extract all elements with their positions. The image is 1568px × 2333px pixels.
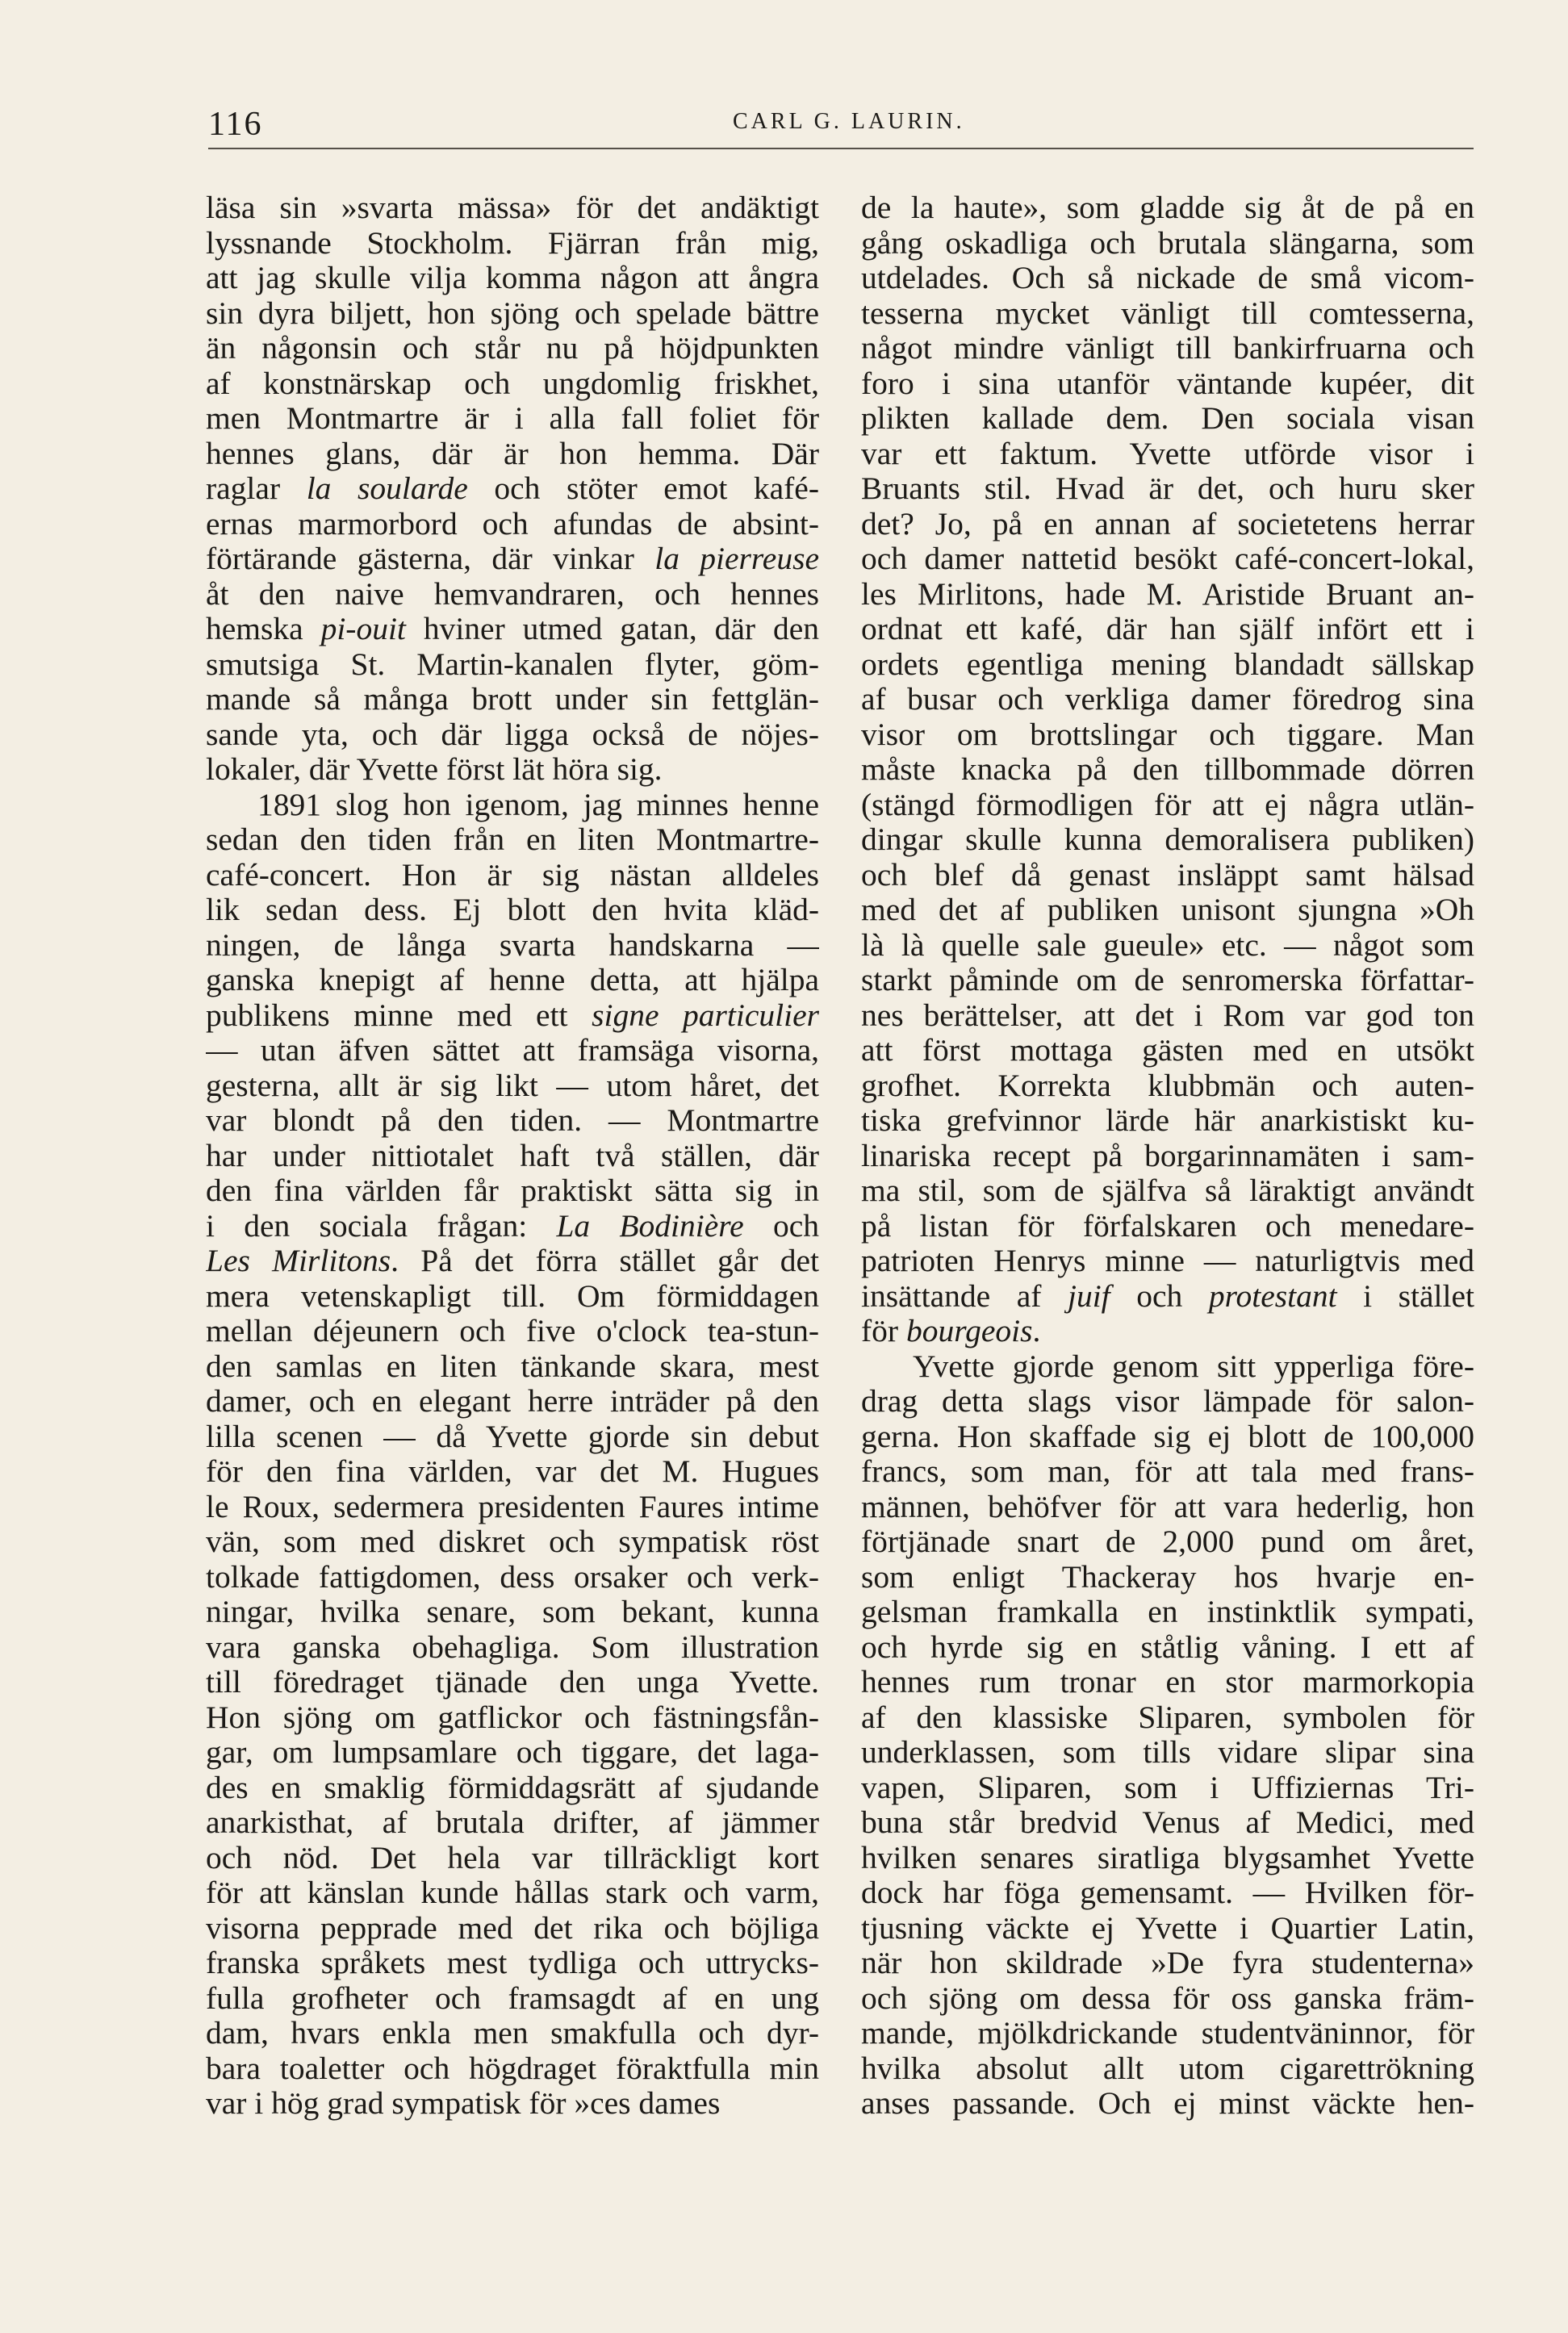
text-segment: lik sedan dess. Ej blott den hvita kläd-	[206, 893, 819, 927]
text-segment: nes berättelser, att det i Rom var god ton	[861, 997, 1474, 1033]
text-segment: plikten kallade dem. Den sociala visan	[861, 401, 1474, 436]
text-line	[206, 1595, 819, 1630]
text-line	[861, 1665, 1474, 1700]
text-line	[206, 190, 819, 226]
text-line	[861, 1560, 1474, 1595]
text-segment: och damer nattetid besökt café-concert-lokal,	[861, 541, 1474, 576]
text-segment: Hon sjöng om gatflickor och fästningsfån-	[206, 1700, 819, 1735]
text-segment: dock har föga gemensamt. — Hvilken för-	[861, 1875, 1474, 1910]
text-segment: vän, som med diskret och sympatisk röst	[206, 1524, 819, 1559]
text-segment: den samlas en liten tänkande skara, mest	[206, 1348, 819, 1384]
text-segment: och stöter emot kafé-	[467, 471, 819, 506]
text-segment: i stället	[1336, 1278, 1474, 1314]
text-line	[206, 541, 819, 577]
right-text-column	[861, 190, 1474, 2122]
text-segment: af den klassiske Sliparen, symbolen för	[861, 1700, 1474, 1735]
text-segment: fulla grofheter och framsagdt af en ung	[206, 1980, 819, 2016]
text-line	[206, 1911, 819, 1946]
text-segment: hennes glans, där är hon hemma. Där	[206, 436, 819, 471]
text-line	[206, 1033, 819, 1068]
text-line	[206, 1946, 819, 1981]
text-line	[206, 1735, 819, 1771]
text-line	[206, 1314, 819, 1349]
text-line	[206, 1279, 819, 1315]
text-line	[861, 893, 1474, 928]
text-segment: när hon skildrade »De fyra studenterna»	[861, 1946, 1474, 1980]
text-segment: — utan äfven sättet att framsäga visorna,	[206, 1033, 819, 1068]
text-line	[206, 928, 819, 964]
text-segment: linariska recept på borgarinnamäten i sam-	[861, 1138, 1474, 1173]
text-segment: på listan för förfalskaren och menedare-	[861, 1208, 1474, 1244]
text-line	[861, 2051, 1474, 2087]
text-segment: gång oskadliga och brutala slängarna, som	[861, 225, 1474, 261]
text-segment: underklassen, som tills vidare slipar sina	[861, 1735, 1474, 1770]
italic-phrase: juif	[1067, 1278, 1110, 1314]
text-line	[206, 1981, 819, 2017]
text-line	[861, 612, 1474, 647]
text-line	[861, 190, 1474, 226]
text-segment: là là quelle sale gueule» etc. — något som	[861, 927, 1474, 963]
text-line	[206, 612, 819, 647]
page-header	[0, 0, 1568, 161]
text-line	[861, 366, 1474, 402]
italic-phrase: la pierreuse	[654, 541, 819, 576]
text-line	[861, 1630, 1474, 1666]
text-line	[861, 1771, 1474, 1806]
text-line	[206, 1875, 819, 1911]
text-segment: visorna pepprade med det rika och böjliga	[206, 1910, 819, 1946]
text-line	[206, 788, 819, 823]
text-segment: var ett faktum. Yvette utförde visor i	[861, 436, 1474, 471]
text-line	[206, 1209, 819, 1244]
text-segment: som enligt Thackeray hos hvarje en-	[861, 1559, 1474, 1595]
text-line	[206, 1630, 819, 1666]
text-line	[206, 893, 819, 928]
text-line	[861, 1033, 1474, 1068]
text-line	[861, 1490, 1474, 1525]
header-rule	[208, 148, 1474, 149]
text-segment: (stängd förmodligen för att ej några utlän-	[861, 787, 1474, 822]
text-segment: ordets egentliga mening blandadt sällskap	[861, 646, 1474, 682]
text-segment: francs, som man, för att tala med frans-	[861, 1454, 1474, 1489]
text-line	[861, 1173, 1474, 1209]
text-line	[861, 928, 1474, 964]
running-head: CARL G. LAURIN.	[733, 109, 965, 134]
text-segment: sin dyra biljett, hon sjöng och spelade bättre	[206, 295, 819, 331]
text-segment: grofhet. Korrekta klubbmän och auten-	[861, 1068, 1474, 1103]
text-line	[861, 1349, 1474, 1385]
text-line	[206, 1068, 819, 1104]
text-line	[861, 261, 1474, 296]
text-segment: tjusning väckte ej Yvette i Quartier Latin,	[861, 1910, 1474, 1946]
text-segment: insättande af	[861, 1278, 1068, 1314]
italic-phrase: pi-ouit	[320, 612, 406, 646]
text-segment: mera vetenskapligt till. Om förmiddagen	[206, 1278, 819, 1314]
text-line	[206, 647, 819, 683]
text-segment: att jag skulle vilja komma någon att ångra	[206, 261, 819, 295]
text-segment: sedan den tiden från en liten Montmartre-	[206, 822, 819, 857]
text-line	[861, 1244, 1474, 1279]
text-segment: lilla scenen — då Yvette gjorde sin debut	[206, 1419, 819, 1454]
text-line	[861, 1875, 1474, 1911]
text-segment: 1891 slog hon igenom, jag minnes henne	[257, 787, 819, 822]
text-line	[206, 752, 819, 788]
text-line	[861, 752, 1474, 788]
text-segment: Bruants stil. Hvad är det, och huru sker	[861, 471, 1474, 506]
text-line	[861, 577, 1474, 613]
text-segment: och	[1110, 1278, 1209, 1314]
text-line	[206, 1173, 819, 1209]
text-line	[206, 1771, 819, 1806]
text-line	[861, 1981, 1474, 2017]
text-segment: dingar skulle kunna demoralisera publiken)	[861, 822, 1474, 857]
text-segment: buna står bredvid Venus af Medici, med	[861, 1805, 1474, 1840]
text-segment: raglar	[206, 471, 307, 506]
text-segment: de la haute», som gladde sig åt de på en	[861, 190, 1474, 225]
text-line	[206, 1524, 819, 1560]
text-segment: och nöd. Det hela var tillräckligt kort	[206, 1840, 819, 1875]
text-line	[861, 226, 1474, 261]
italic-phrase: signe particulier	[592, 997, 819, 1033]
text-line	[861, 1841, 1474, 1876]
text-line	[206, 437, 819, 472]
text-line	[861, 1314, 1474, 1349]
text-line	[861, 998, 1474, 1034]
text-line	[206, 1103, 819, 1139]
text-line	[861, 1805, 1474, 1841]
text-line	[206, 2016, 819, 2051]
text-line	[861, 437, 1474, 472]
text-segment: till föredraget tjänade den unga Yvette.	[206, 1665, 819, 1700]
text-segment: les Mirlitons, hade M. Aristide Bruant an-	[861, 576, 1474, 612]
text-line	[861, 647, 1474, 683]
text-line	[206, 1454, 819, 1490]
text-line	[206, 998, 819, 1034]
text-segment: ganska knepigt af henne detta, att hjälpa	[206, 963, 819, 997]
text-segment: ernas marmorbord och afundas de absint-	[206, 506, 819, 541]
text-line	[206, 401, 819, 437]
text-line	[861, 1068, 1474, 1104]
text-line	[861, 682, 1474, 717]
text-segment: hvilken senares siratliga blygsamhet Yvette	[861, 1840, 1474, 1875]
text-line	[206, 717, 819, 753]
text-line	[206, 1560, 819, 1595]
text-line	[861, 1595, 1474, 1630]
text-segment: i den sociala frågan:	[206, 1208, 557, 1244]
text-segment: gerna. Hon skaffade sig ej blott de 100,000	[861, 1419, 1474, 1454]
text-line	[861, 1735, 1474, 1771]
italic-phrase: Les Mirlitons	[206, 1244, 391, 1278]
text-line	[206, 507, 819, 542]
left-text-column	[206, 190, 819, 2122]
text-line	[861, 1419, 1474, 1455]
text-line	[861, 2086, 1474, 2122]
text-segment: männen, behöfver för att vara hederlig, hon	[861, 1489, 1474, 1524]
text-line	[206, 471, 819, 507]
text-segment: vara ganska obehagliga. Som illustration	[206, 1629, 819, 1665]
text-segment: café-concert. Hon är sig nästan alldeles	[206, 857, 819, 893]
text-line	[206, 1139, 819, 1174]
text-segment: publikens minne med ett	[206, 997, 592, 1033]
text-segment: något mindre vänligt till bankirfruarna och	[861, 331, 1474, 366]
text-line	[206, 1419, 819, 1455]
text-segment: var i hög grad sympatisk för »ces dames	[206, 2086, 721, 2121]
text-line	[861, 471, 1474, 507]
text-line	[206, 822, 819, 858]
text-line	[206, 261, 819, 296]
text-segment: af konstnärskap och ungdomlig friskhet,	[206, 366, 819, 401]
text-segment: gelsman framkalla en instinktlik sympati,	[861, 1595, 1474, 1629]
text-segment: af busar och verkliga damer föredrog sina	[861, 682, 1474, 717]
text-segment: .	[1032, 1314, 1041, 1348]
text-line	[206, 331, 819, 366]
text-segment: mellan déjeunern och five o'clock tea-stun-	[206, 1314, 819, 1348]
text-segment: drag detta slags visor lämpade för salon-	[861, 1384, 1474, 1419]
text-line	[861, 822, 1474, 858]
text-line	[206, 2086, 819, 2122]
text-line	[206, 226, 819, 261]
text-segment: med det af publiken unisont sjungna »Oh	[861, 893, 1474, 927]
text-line	[861, 331, 1474, 366]
text-segment: har under nittiotalet haft två ställen, där	[206, 1138, 819, 1173]
text-segment: foro i sina utanför väntande kupéer, dit	[861, 366, 1474, 401]
text-segment: utdelades. Och så nickade de små vicom-	[861, 261, 1474, 295]
text-line	[861, 858, 1474, 893]
text-line	[861, 1103, 1474, 1139]
text-segment: lokaler, där Yvette först lät höra sig.	[206, 752, 663, 787]
text-line	[206, 1841, 819, 1876]
text-line	[206, 296, 819, 332]
italic-phrase: La Bodinière	[556, 1208, 744, 1244]
text-segment: och sjöng om dessa för oss ganska främ-	[861, 1980, 1474, 2016]
text-line	[861, 401, 1474, 437]
text-segment: lyssnande Stockholm. Fjärran från mig,	[206, 225, 819, 261]
text-line	[861, 541, 1474, 577]
text-line	[861, 1209, 1474, 1244]
text-segment: och	[743, 1208, 819, 1244]
text-segment: dam, hvars enkla men smakfulla och dyr-	[206, 2016, 819, 2051]
text-segment: sande yta, och där ligga också de nöjes-	[206, 717, 819, 752]
text-segment: anarkisthat, af brutala drifter, af jämmer	[206, 1805, 819, 1840]
text-segment: hemska	[206, 612, 321, 646]
text-segment: hviner utmed gatan, där den	[405, 612, 819, 646]
text-line	[861, 1384, 1474, 1419]
text-segment: mande så många brott under sin fettglän-	[206, 682, 819, 717]
text-segment: smutsiga St. Martin-kanalen flyter, göm-	[206, 646, 819, 682]
text-segment: anses passande. Och ej minst väckte hen-	[861, 2086, 1474, 2121]
text-segment: patrioten Henrys minne — naturligtvis med	[861, 1244, 1474, 1278]
text-line	[206, 1384, 819, 1419]
text-line	[861, 2016, 1474, 2051]
text-segment: läsa sin »svarta mässa» för det andäktigt	[206, 190, 819, 225]
text-segment: hvilka absolut allt utom cigarettrökning	[861, 2051, 1474, 2086]
italic-phrase: protestant	[1208, 1278, 1337, 1314]
text-line	[206, 858, 819, 893]
text-segment: ningen, de långa svarta handskarna —	[206, 927, 819, 963]
text-segment: än någonsin och står nu på höjdpunkten	[206, 331, 819, 366]
text-segment: att först mottaga gästen med en utsökt	[861, 1033, 1474, 1068]
text-segment: och hyrde sig en ståtlig våning. I ett af	[861, 1629, 1474, 1665]
text-segment: . På det förra stället går det	[391, 1244, 819, 1278]
text-line	[861, 1700, 1474, 1736]
text-line	[206, 577, 819, 613]
text-segment: le Roux, sedermera presidenten Faures intime	[206, 1489, 819, 1524]
text-line	[861, 507, 1474, 542]
text-segment: ma stil, som de själfva så läraktigt användt	[861, 1173, 1474, 1208]
italic-phrase: bourgeois	[905, 1314, 1033, 1348]
text-line	[206, 1490, 819, 1525]
text-line	[861, 1524, 1474, 1560]
italic-phrase: la soularde	[306, 471, 468, 506]
text-line	[206, 1665, 819, 1700]
text-line	[861, 1454, 1474, 1490]
text-line	[206, 1700, 819, 1736]
text-segment: Yvette gjorde genom sitt ypperliga före-	[913, 1348, 1474, 1384]
text-segment: det? Jo, på en annan af societetens herrar	[861, 506, 1474, 541]
text-segment: franska språkets mest tydliga och uttrycks-	[206, 1946, 819, 1980]
text-segment: för den fina världen, var det M. Hugues	[206, 1454, 819, 1489]
text-line	[861, 717, 1474, 753]
text-segment: åt den naive hemvandraren, och hennes	[206, 576, 819, 612]
page-number: 116	[208, 106, 263, 143]
text-segment: tesserna mycket vänligt till comtesserna,	[861, 295, 1474, 331]
text-segment: tiska grefvinnor lärde här anarkistiskt ku-	[861, 1103, 1474, 1138]
text-line	[206, 963, 819, 998]
text-line	[861, 1279, 1474, 1315]
text-line	[206, 366, 819, 402]
text-segment: den fina världen får praktiskt sätta sig in	[206, 1173, 819, 1208]
text-segment: för att känslan kunde hållas stark och varm,	[206, 1875, 819, 1910]
text-line	[206, 2051, 819, 2087]
text-line	[861, 1946, 1474, 1981]
text-segment: des en smaklig förmiddagsrätt af sjudande	[206, 1770, 819, 1805]
text-segment: ningar, hvilka senare, som bekant, kunna	[206, 1595, 819, 1629]
text-segment: visor om brottslingar och tiggare. Man	[861, 717, 1474, 752]
text-line	[861, 788, 1474, 823]
text-line	[861, 1139, 1474, 1174]
text-segment: gesterna, allt är sig likt — utom håret, det	[206, 1068, 819, 1103]
text-line	[861, 296, 1474, 332]
text-segment: gar, om lumpsamlare och tiggare, det laga-	[206, 1735, 819, 1770]
text-segment: för	[861, 1314, 906, 1348]
text-segment: bara toaletter och högdraget föraktfulla min	[206, 2051, 819, 2086]
text-segment: men Montmartre är i alla fall foliet för	[206, 401, 819, 436]
text-line	[206, 1244, 819, 1279]
text-line	[206, 1805, 819, 1841]
text-line	[861, 963, 1474, 998]
text-line	[206, 682, 819, 717]
text-segment: damer, och en elegant herre inträder på den	[206, 1384, 819, 1419]
text-line	[206, 1349, 819, 1385]
text-segment: förtjänade snart de 2,000 pund om året,	[861, 1524, 1474, 1559]
text-segment: vapen, Sliparen, som i Uffiziernas Tri-	[861, 1770, 1474, 1805]
text-line	[861, 1911, 1474, 1946]
text-segment: hennes rum tronar en stor marmorkopia	[861, 1665, 1474, 1700]
text-segment: mande, mjölkdrickande studentväninnor, för	[861, 2016, 1474, 2051]
text-segment: måste knacka på den tillbommade dörren	[861, 752, 1474, 787]
text-segment: förtärande gästerna, där vinkar	[206, 541, 655, 576]
text-segment: ordnat ett kafé, där han själf infört ett i	[861, 612, 1474, 646]
text-segment: och blef då genast insläppt samt hälsad	[861, 857, 1474, 893]
text-segment: starkt påminde om de senromerska författar-	[861, 963, 1474, 997]
text-segment: tolkade fattigdomen, dess orsaker och verk-	[206, 1559, 819, 1595]
text-segment: var blondt på den tiden. — Montmartre	[206, 1103, 819, 1138]
